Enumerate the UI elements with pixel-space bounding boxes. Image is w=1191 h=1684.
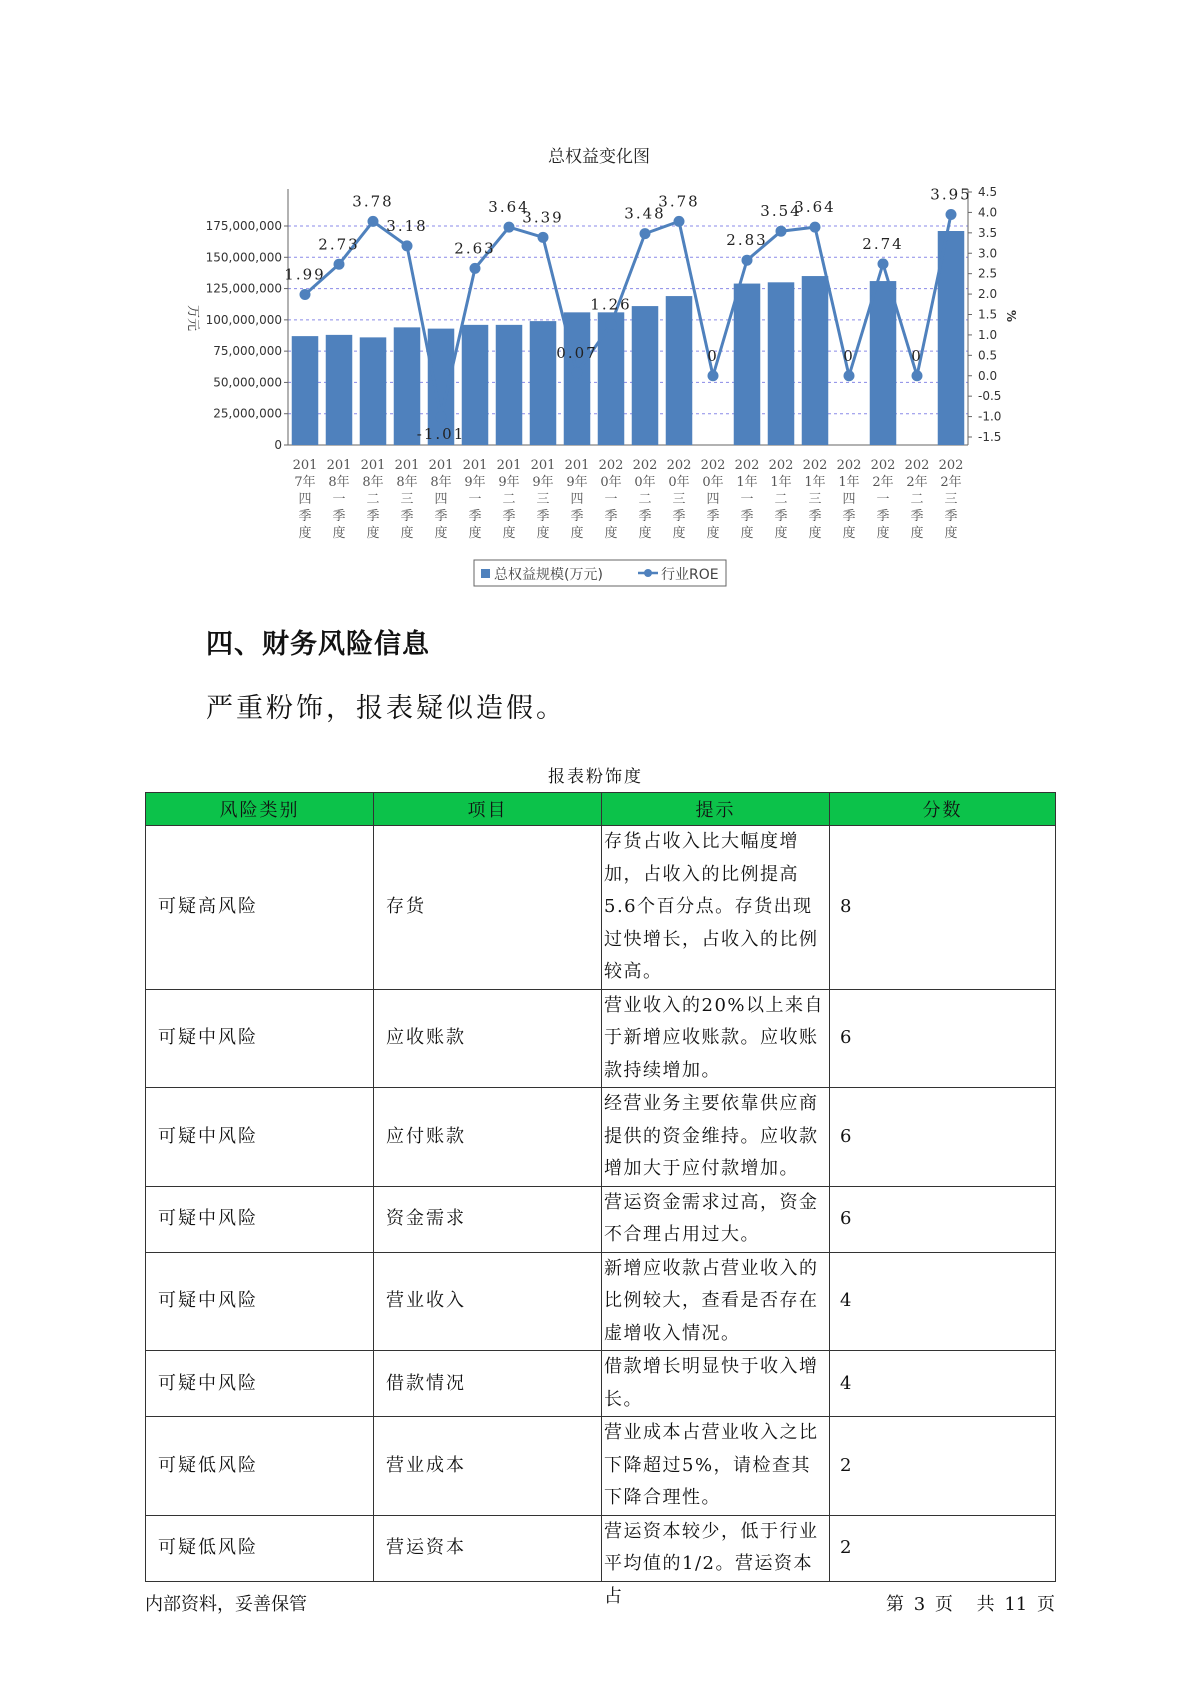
- roe-point: [674, 216, 685, 227]
- risk-item: 营业收入: [374, 1252, 602, 1351]
- x-tick-label: 201 8年二季度: [360, 458, 386, 541]
- risk-summary: 严重粉饰，报表疑似造假。: [206, 693, 566, 724]
- y2-tick-label: 2.0: [978, 287, 998, 302]
- x-tick-label: 201 7年四季度: [292, 458, 318, 541]
- x-tick-label: 201 8年一季度: [326, 458, 352, 541]
- equity-bar: [870, 281, 897, 445]
- x-tick-label: 201 9年四季度: [564, 458, 590, 541]
- table-row: [146, 989, 1056, 1088]
- y2-tick-label: 4.5: [978, 185, 998, 199]
- roe-data-label: 3.18: [386, 216, 428, 235]
- table-row: [146, 1252, 1056, 1351]
- risk-hint: 新增应收款占营业收入的比例较大，查看是否存在虚增收入情况。: [602, 1252, 830, 1351]
- y2-tick-label: 2.5: [978, 266, 998, 281]
- x-tick-label: 201 9年二季度: [496, 458, 522, 541]
- risk-category: 可疑中风险: [146, 1186, 374, 1252]
- total-num: 11: [1004, 1594, 1028, 1615]
- roe-data-label: 2.63: [454, 239, 496, 258]
- header-score: 分数: [830, 793, 1056, 826]
- roe-point: [504, 222, 515, 233]
- roe-point: [334, 259, 345, 270]
- roe-point: [776, 226, 787, 237]
- table-row: [146, 1417, 1056, 1516]
- y2-tick-label: 3.0: [978, 246, 998, 261]
- page-prefix: 第: [885, 1594, 904, 1615]
- risk-score: 4: [830, 1351, 1056, 1417]
- page-mid: 页: [934, 1594, 953, 1615]
- header-hint: 提示: [602, 793, 830, 826]
- roe-data-label: 2.74: [862, 234, 904, 253]
- equity-chart: [0, 0, 1191, 600]
- table-header-row: [146, 793, 1056, 826]
- page-num: 3: [913, 1594, 926, 1615]
- y2-tick-label: 1.5: [978, 307, 998, 322]
- risk-hint: 营运资金需求过高，资金不合理占用过大。: [602, 1186, 830, 1252]
- roe-data-label: 3.64: [488, 198, 530, 217]
- y-tick-label: 50,000,000: [213, 375, 282, 390]
- y2-tick-label: -1.0: [978, 409, 1002, 424]
- y2-tick-label: 0.0: [978, 368, 998, 383]
- x-tick-label: 202 2年三季度: [938, 458, 964, 541]
- equity-bar: [360, 337, 387, 445]
- x-tick-label: 202 2年二季度: [904, 458, 930, 541]
- y2-tick-label: 4.0: [978, 205, 998, 220]
- y-tick-label: 75,000,000: [213, 344, 282, 359]
- risk-category: 可疑高风险: [146, 826, 374, 990]
- x-tick-label: 202 2年一季度: [870, 458, 896, 541]
- roe-point: [742, 255, 753, 266]
- risk-score: 4: [830, 1252, 1056, 1351]
- y-tick-label: 150,000,000: [205, 250, 282, 265]
- risk-category: 可疑中风险: [146, 1351, 374, 1417]
- y-tick-label: 0: [274, 438, 282, 452]
- roe-point: [878, 258, 889, 269]
- equity-bar: [462, 325, 489, 445]
- roe-data-label: 3.39: [522, 208, 564, 227]
- roe-data-label: 3.78: [352, 192, 394, 211]
- roe-point: [470, 263, 481, 274]
- risk-score: 6: [830, 989, 1056, 1088]
- risk-item: 应付账款: [374, 1088, 602, 1187]
- roe-point: [538, 232, 549, 243]
- roe-point: [810, 222, 821, 233]
- chart-legend: [474, 560, 726, 586]
- header-item: 项目: [374, 793, 602, 826]
- risk-item: 存货: [374, 826, 602, 990]
- y2-tick-label: 1.0: [978, 327, 998, 342]
- x-tick-label: 202 1年二季度: [768, 458, 794, 541]
- roe-point: [844, 370, 855, 381]
- chart-x-labels: [293, 458, 964, 541]
- risk-hint: 借款增长明显快于收入增长。: [602, 1351, 830, 1417]
- risk-hint: [602, 1515, 830, 1607]
- y2-tick-label: 0.5: [978, 348, 998, 363]
- equity-bar: [802, 276, 829, 445]
- y-tick-label: 125,000,000: [205, 281, 282, 296]
- roe-point: [300, 289, 311, 300]
- roe-data-label: 3.78: [658, 192, 700, 211]
- roe-point: [946, 209, 957, 220]
- risk-hint: 营业成本占营业收入之比下降超过5%，请检查其下降合理性。: [602, 1417, 830, 1516]
- roe-data-label: 3.95: [930, 185, 972, 204]
- legend-bar-label: 总权益规模(万元): [494, 567, 603, 583]
- chart-roe-line: [284, 185, 971, 443]
- roe-data-label: 3.54: [760, 202, 802, 221]
- roe-data-label: 1.26: [590, 295, 632, 314]
- roe-data-label: 0: [707, 346, 719, 365]
- y2-axis-label: %: [1004, 309, 1018, 323]
- risk-category: 可疑中风险: [146, 1088, 374, 1187]
- x-tick-label: 202 0年二季度: [632, 458, 658, 541]
- roe-point: [402, 240, 413, 251]
- y-tick-label: 175,000,000: [205, 219, 282, 233]
- risk-item: 资金需求: [374, 1186, 602, 1252]
- table-row: [146, 1186, 1056, 1252]
- x-tick-label: 201 8年四季度: [428, 458, 454, 541]
- risk-score: 6: [830, 1088, 1056, 1187]
- roe-data-label: 1.99: [284, 265, 326, 284]
- equity-bar: [292, 336, 319, 445]
- roe-data-label: 0: [911, 346, 923, 365]
- x-tick-label: 201 9年三季度: [530, 458, 556, 541]
- roe-data-label: 2.83: [726, 231, 768, 250]
- x-tick-label: 202 0年四季度: [700, 458, 726, 541]
- section-heading: 四、财务风险信息: [206, 629, 430, 660]
- roe-point: [912, 370, 923, 381]
- x-tick-label: 202 0年三季度: [666, 458, 692, 541]
- total-suffix: 页: [1037, 1594, 1055, 1615]
- roe-point: [606, 319, 617, 330]
- risk-category: 可疑低风险: [146, 1417, 374, 1516]
- risk-hint: 存货占收入比大幅度增加，占收入的比例提高5.6个百分点。存货出现过快增长，占收入的比例较高。: [602, 826, 830, 990]
- y2-tick-label: 3.5: [978, 225, 998, 240]
- risk-category: 可疑低风险: [146, 1515, 374, 1581]
- y-tick-label: 100,000,000: [205, 312, 282, 327]
- equity-bar: [326, 335, 353, 445]
- equity-bar: [496, 325, 523, 445]
- roe-point: [708, 370, 719, 381]
- risk-hint: 营业收入的20%以上来自于新增应收账款。应收账款持续增加。: [602, 989, 830, 1088]
- risk-category: 可疑中风险: [146, 989, 374, 1088]
- chart-bars: [292, 231, 965, 445]
- table-row: [146, 1515, 1056, 1581]
- x-tick-label: 201 8年三季度: [394, 458, 420, 541]
- equity-bar: [598, 312, 625, 445]
- header-category: 风险类别: [146, 793, 374, 826]
- legend-line-marker: [644, 569, 652, 577]
- legend-bar-swatch: [481, 569, 490, 578]
- table-row: [146, 1351, 1056, 1417]
- equity-bar: [768, 282, 795, 445]
- roe-data-label: 0.07: [556, 343, 598, 362]
- y2-tick-label: -0.5: [978, 389, 1002, 404]
- y-tick-label: 25,000,000: [213, 406, 282, 421]
- x-tick-label: 202 1年四季度: [836, 458, 862, 541]
- risk-item: 营运资本: [374, 1515, 602, 1581]
- roe-data-label: 3.48: [624, 204, 666, 223]
- roe-point: [436, 411, 447, 422]
- risk-score: 2: [830, 1515, 1056, 1581]
- x-tick-label: 202 1年三季度: [802, 458, 828, 541]
- risk-item: 营业成本: [374, 1417, 602, 1516]
- equity-bar: [666, 296, 693, 445]
- legend-line-label: 行业ROE: [661, 567, 719, 583]
- y-axis-label: 万元: [185, 304, 200, 332]
- x-tick-label: 202 0年一季度: [598, 458, 624, 541]
- risk-item: 应收账款: [374, 989, 602, 1088]
- table-caption: 报表粉饰度: [548, 767, 643, 787]
- roe-point: [368, 216, 379, 227]
- risk-score: 6: [830, 1186, 1056, 1252]
- risk-category: 可疑中风险: [146, 1252, 374, 1351]
- table-row: [146, 1088, 1056, 1187]
- roe-data-label: -1.01: [416, 424, 466, 443]
- y2-tick-label: -1.5: [978, 430, 1002, 444]
- roe-point: [640, 228, 651, 239]
- risk-hint-text: 营运资本较少，低于行业平均值的1/2。营运资本占: [604, 1520, 819, 1607]
- risk-item: 借款情况: [374, 1351, 602, 1417]
- roe-point: [572, 367, 583, 378]
- table-row: [146, 826, 1056, 990]
- equity-bar: [632, 306, 659, 445]
- x-tick-label: 201 9年一季度: [462, 458, 488, 541]
- roe-data-label: 2.73: [318, 235, 360, 254]
- total-prefix: 共: [976, 1594, 995, 1615]
- risk-score: 8: [830, 826, 1056, 990]
- x-tick-label: 202 1年一季度: [734, 458, 760, 541]
- chart-title: 总权益变化图: [548, 147, 650, 167]
- risk-hint: 经营业务主要依靠供应商提供的资金维持。应收款增加大于应付款增加。: [602, 1088, 830, 1187]
- footer-page-number: [882, 1590, 1055, 1616]
- roe-data-label: 3.64: [794, 198, 836, 217]
- roe-data-label: 0: [843, 346, 855, 365]
- footer-confidential: 内部资料，妥善保管: [145, 1594, 307, 1615]
- equity-bar: [734, 284, 761, 445]
- equity-bar: [530, 321, 557, 445]
- risk-score: 2: [830, 1417, 1056, 1516]
